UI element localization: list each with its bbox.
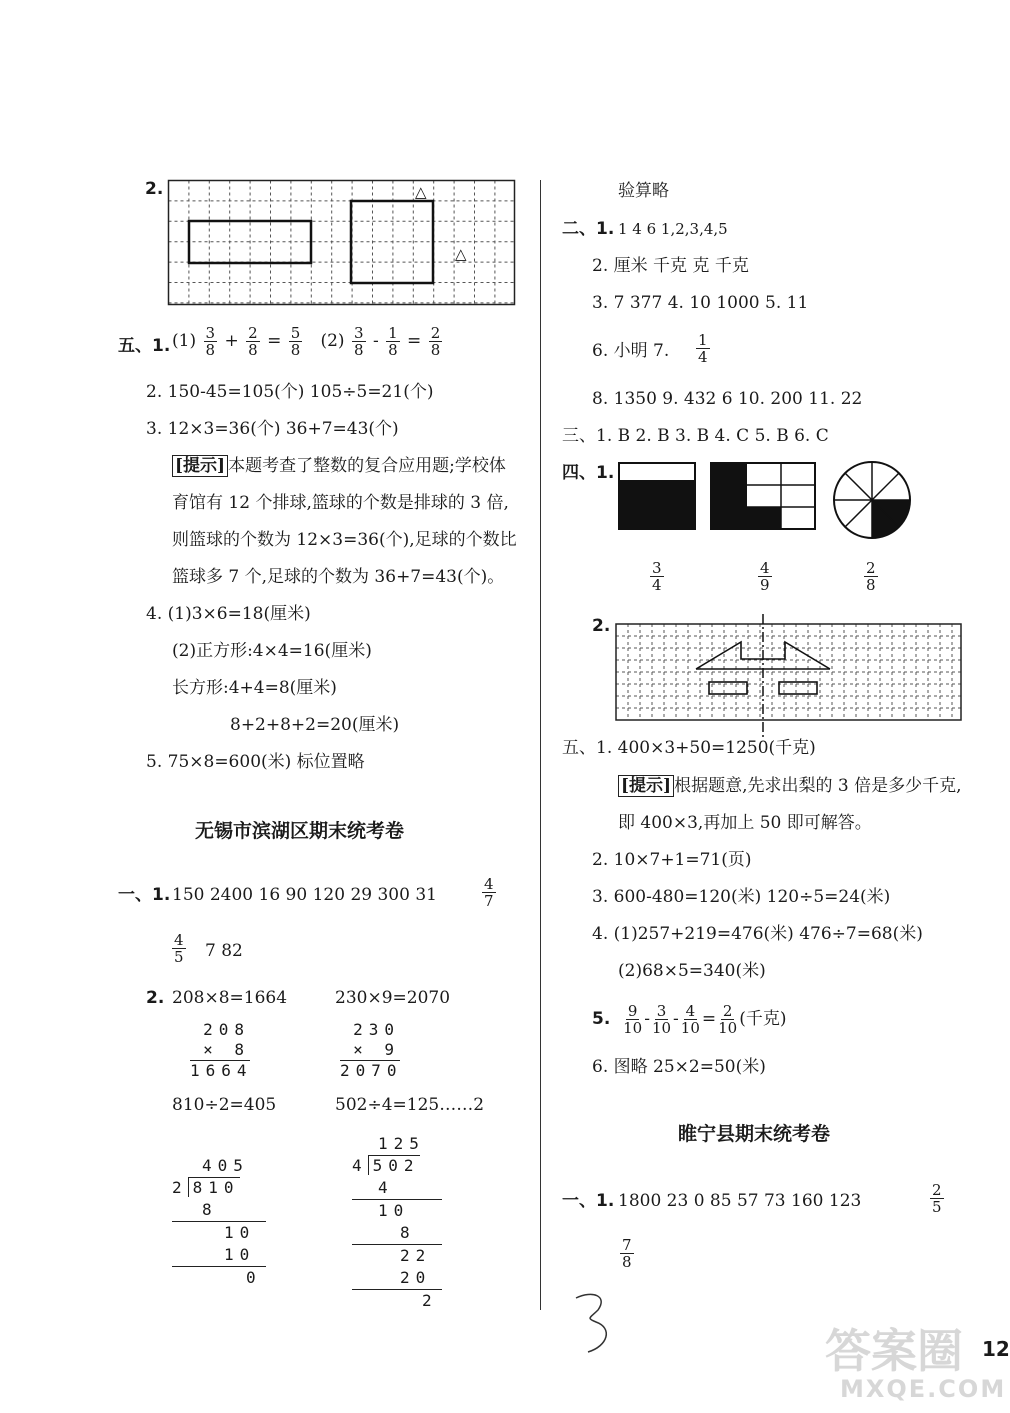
column-divider [540, 180, 541, 1310]
problem-2-label: 2. [145, 179, 164, 199]
section-title-suining: 睢宁县期末统考卷 [678, 1123, 831, 1145]
fraction: $\frac{2}{8}$ [248, 324, 258, 359]
long-division-2: 125 4 502 4 10 8 22 20 2 [352, 1133, 442, 1312]
hint-line-1: [提示] 本题考查了整数的复合应用题;学校体 [172, 455, 506, 477]
hint-right-line-1: [提示] 根据题意,先求出梨的 3 倍是多少千克, [618, 775, 962, 797]
fraction: $\frac{3}{8}$ [205, 324, 216, 359]
vertical-multiplication-2: 230 × 9 2070 [340, 1020, 403, 1080]
fraction: 2 8 [866, 559, 876, 594]
equation-502div4: 502÷4=125……2 [335, 1095, 485, 1115]
watermark-url: MXQE.COM [840, 1375, 1007, 1403]
grid-border [169, 181, 515, 305]
section-5-label: 五、1. [118, 336, 171, 356]
hint-line-4: 篮球多 7 个,足球的个数为 36+7=43(个)。 [172, 567, 505, 587]
answer-5-4-3: 长方形:4+4=8(厘米) [172, 678, 337, 698]
fraction: $\frac{4}{10}$ [680, 1002, 700, 1037]
fraction-figure-circle [832, 460, 912, 540]
fraction: 7 8 [622, 1236, 632, 1271]
answer-5-4-2: (2)正方形:4×4=16(厘米) [172, 641, 372, 661]
answer-1-1-values: 150 2400 16 90 120 29 300 31 [172, 885, 437, 905]
section-title-binhu: 无锡市滨湖区期末统考卷 [195, 820, 405, 842]
fraction-equations: (1) $\frac{3}{8}$ + $\frac{2}{8}$ = $\frac{5}{8}$ (2) $\frac{3}{8}$ - $\frac{1}{8}$ = $\frac{2}{8}$ [172, 324, 441, 359]
answer-5-5-right: 5. $\frac{9}{10}$ - $\frac{3}{10}$ - $\frac{4}{10}$ = $\frac{2}{10}$ (千克) [592, 1002, 787, 1037]
handwritten-mark [568, 1288, 628, 1358]
equation-208x8: 208×8=1664 [172, 988, 288, 1008]
answer-5-4-1: 4. (1)3×6=18(厘米) [146, 604, 311, 624]
section-1-label-right: 一、1. [562, 1191, 615, 1211]
triangle-mark-1: △ [415, 183, 427, 201]
fraction: 4 7 [484, 875, 494, 910]
answer-4-2-label: 2. [592, 616, 611, 636]
answer-5-4b-right: (2)68×5=340(米) [618, 961, 766, 981]
answer-1-1-tail: 7 82 [205, 941, 243, 961]
section-1-label: 一、1. [118, 885, 171, 905]
section-3-answers: 三、1. B 2. B 3. B 4. C 5. B 6. C [562, 426, 829, 446]
hint-line-3: 则篮球的个数为 12×3=36(个),足球的个数比 [172, 530, 517, 550]
answer-2-8-11: 8. 1350 9. 432 6 10. 200 11. 22 [592, 389, 863, 409]
answer-5-1: 五、1. 400×3+50=1250(千克) [562, 738, 816, 758]
equation-810div2: 810÷2=405 [172, 1095, 277, 1115]
answer-5-4a-right: 4. (1)257+219=476(米) 476÷7=68(米) [592, 924, 923, 944]
check-note: 验算略 [618, 181, 669, 201]
answer-5-3: 3. 12×3=36(个) 36+7=43(个) [146, 419, 399, 439]
fraction: 4 5 [174, 931, 184, 966]
answer-1-2-label: 2. [146, 988, 165, 1008]
answer-2-6-7: 6. 小明 7. [592, 341, 670, 361]
fraction: $\frac{2}{8}$ [430, 324, 441, 359]
equation-230x9: 230×9=2070 [335, 988, 451, 1008]
answer-2-3-5: 3. 7 377 4. 10 1000 5. 11 [592, 293, 809, 313]
hint-right-line-2: 即 400×3,再加上 50 即可解答。 [618, 813, 872, 833]
section-2-label: 二、1. [562, 219, 615, 239]
section-4-label: 四、1. [562, 463, 615, 483]
watermark-logo: 答案圈 [825, 1324, 963, 1378]
triangle-mark-2: △ [455, 245, 467, 263]
fraction: $\frac{9}{10}$ [623, 1002, 643, 1037]
fraction: $\frac{2}{10}$ [718, 1002, 738, 1037]
answer-5-4-4: 8+2+8+2=20(厘米) [230, 715, 400, 735]
fraction-figure-rect [618, 462, 696, 530]
answer-5-2-right: 2. 10×7+1=71(页) [592, 850, 752, 870]
fraction: 4 9 [760, 559, 770, 594]
fraction: $\frac{3}{10}$ [651, 1002, 672, 1037]
fraction: $\frac{5}{8}$ [290, 324, 301, 359]
vertical-multiplication-1: 208 × 8 1664 [190, 1020, 253, 1080]
grid-rectangles-figure [168, 180, 516, 306]
answer-5-5: 5. 75×8=600(米) 标位置略 [146, 752, 365, 772]
hint-line-2: 育馆有 12 个排球,篮球的个数是排球的 3 倍, [172, 493, 509, 513]
fraction: $\frac{3}{8}$ [353, 324, 364, 359]
answer-5-2: 2. 150-45=105(个) 105÷5=21(个) [146, 382, 434, 402]
answer-5-6-right: 6. 图略 25×2=50(米) [592, 1057, 766, 1077]
fraction: $\frac{1}{8}$ [388, 324, 398, 359]
answer-2-1: 1 4 6 1,2,3,4,5 [618, 220, 728, 238]
answer-5-3-right: 3. 600-480=120(米) 120÷5=24(米) [592, 887, 891, 907]
fraction: 1 4 [698, 331, 708, 366]
fraction: 3 4 [652, 559, 662, 594]
symmetry-grid-figure [614, 612, 966, 742]
fraction-figure-grid [710, 462, 816, 530]
answer-1-1-right: 1800 23 0 85 57 73 160 123 [618, 1191, 862, 1211]
page-number: 12 [982, 1337, 1010, 1361]
long-division-1: 405 2 810 8 10 10 0 [172, 1155, 266, 1289]
answer-2-2: 2. 厘米 千克 克 千克 [592, 256, 749, 276]
fraction: 2 5 [932, 1181, 942, 1216]
